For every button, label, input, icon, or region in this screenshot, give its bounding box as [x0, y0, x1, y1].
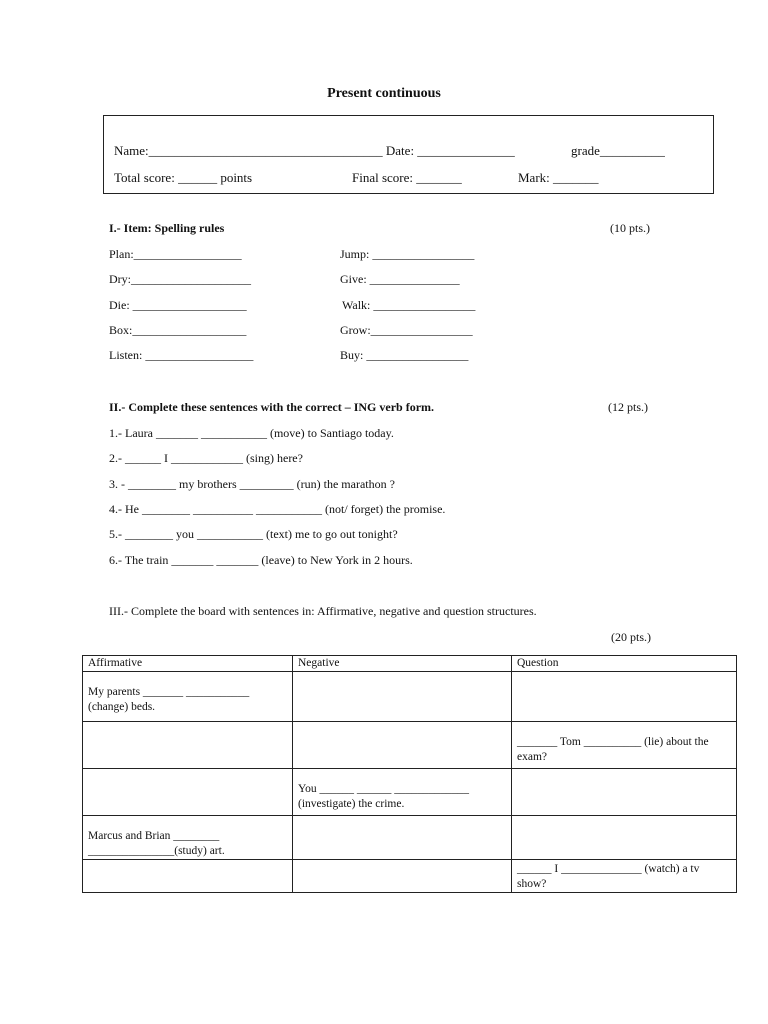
sentence-5: 5.- ________ you ___________ (text) me to go out tonight?: [109, 527, 398, 541]
table-row: [83, 860, 737, 893]
table-header-row: [83, 656, 737, 672]
column-header-question: Question: [512, 656, 737, 672]
grade-field: grade__________: [571, 143, 665, 158]
spelling-item-jump: Jump: _________________: [340, 247, 475, 261]
section2-points: (12 pts.): [608, 400, 648, 414]
spelling-item-walk: Walk: _________________: [342, 298, 476, 312]
spelling-item-die: Die: ___________________: [109, 298, 247, 312]
spelling-item-box: Box:___________________: [109, 323, 247, 337]
final-score-field: Final score: _______: [352, 170, 462, 185]
table-cell: [293, 722, 512, 769]
table-cell: [293, 816, 512, 860]
spelling-item-plan: Plan:__________________: [109, 247, 242, 261]
table-cell: [83, 769, 293, 816]
table-cell: [293, 860, 512, 893]
table-row: [83, 672, 737, 722]
structures-table: [82, 655, 737, 893]
table-row: [83, 816, 737, 860]
section3-points: (20 pts.): [611, 630, 651, 644]
table-row: [83, 769, 737, 816]
table-cell: [512, 769, 737, 816]
spelling-item-buy: Buy: _________________: [340, 348, 469, 362]
table-cell: [83, 722, 293, 769]
table-cell: You ______ ______ _____________ (investigate) the crime.: [293, 769, 512, 816]
table-cell: [512, 816, 737, 860]
section1-points: (10 pts.): [610, 221, 650, 235]
page-title: Present continuous: [327, 86, 441, 101]
table-cell: My parents _______ ___________ (change) beds.: [83, 672, 293, 722]
section3-heading: III.- Complete the board with sentences in: Affirmative, negative and question structures.: [109, 604, 537, 618]
spelling-item-listen: Listen: __________________: [109, 348, 254, 362]
name-date-field: Name:____________________________________ Date: _______________: [114, 143, 515, 158]
table-cell: [293, 672, 512, 722]
column-header-affirmative: Affirmative: [83, 656, 293, 672]
spelling-item-dry: Dry:____________________: [109, 272, 251, 286]
total-score-field: Total score: ______ points: [114, 170, 253, 185]
section1-heading: I.- Item: Spelling rules: [109, 221, 225, 235]
sentence-4: 4.- He ________ __________ ___________ (not/ forget) the promise.: [109, 502, 446, 516]
table-row: [83, 722, 737, 769]
sentence-1: 1.- Laura _______ ___________ (move) to Santiago today.: [109, 426, 394, 440]
spelling-item-give: Give: _______________: [340, 272, 460, 286]
sentence-6: 6.- The train _______ _______ (leave) to New York in 2 hours.: [109, 553, 413, 567]
table-cell: ______ I ______________ (watch) a tv show?: [512, 860, 737, 893]
sentence-3: 3. - ________ my brothers _________ (run) the marathon ?: [109, 477, 395, 491]
column-header-negative: Negative: [293, 656, 512, 672]
table-cell: Marcus and Brian ________ _______________(study) art.: [83, 816, 293, 860]
section2-heading: II.- Complete these sentences with the correct – ING verb form.: [109, 400, 435, 414]
mark-field: Mark: _______: [518, 170, 599, 185]
table-cell: _______ Tom __________ (lie) about the exam?: [512, 722, 737, 769]
student-info-box: [103, 115, 714, 194]
sentence-2: 2.- ______ I ____________ (sing) here?: [109, 451, 303, 465]
table-cell: [83, 860, 293, 893]
spelling-item-grow: Grow:_________________: [340, 323, 473, 337]
table-cell: [512, 672, 737, 722]
